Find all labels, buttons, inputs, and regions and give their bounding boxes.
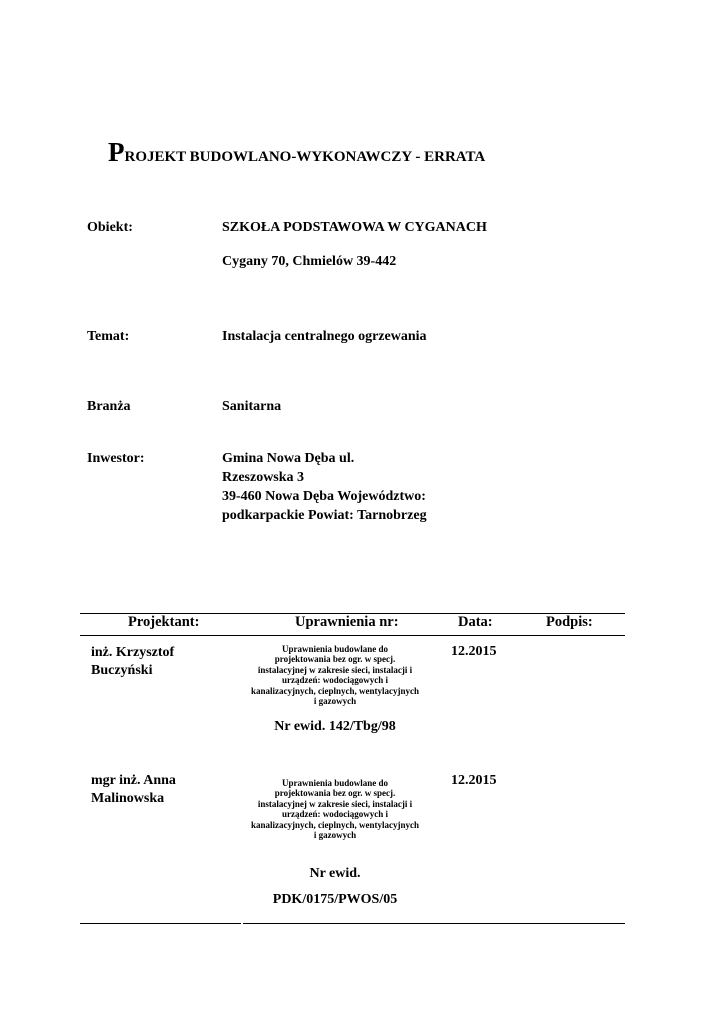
header-uprawnienia: Uprawnienia nr:: [295, 614, 399, 630]
inwestor-line-4: podkarpackie Powiat: Tarnobrzeg: [222, 508, 427, 523]
document-title: [108, 137, 485, 168]
perm-1-line-5: kanalizacyjnych, cieplnych, wentylacyjnych: [251, 685, 419, 696]
perm-1-line-1: Uprawnienia budowlane do: [281, 644, 389, 654]
title-initial: P: [108, 137, 125, 167]
table-row-2-name: [91, 772, 176, 808]
table-header-rule: [80, 635, 625, 636]
obiekt-address: Cygany 70, Chmielów 39-442: [222, 254, 397, 269]
designer-2-line-1: mgr inż. Anna: [91, 773, 176, 788]
designer-1-line-1: inż. Krzysztof: [91, 645, 175, 660]
temat-label: Temat:: [87, 329, 130, 344]
table-row-2-ewid: [240, 861, 430, 913]
perm-1-line-2: projektowania bez ogr. w specj.: [274, 654, 396, 665]
ewid-2-line-2: PDK/0175/PWOS/05: [272, 892, 398, 907]
table-row-1-ewid: [240, 714, 430, 740]
designer-2-line-2: Malinowska: [91, 791, 165, 806]
ewid-1-line-1: Nr ewid. 142/Tbg/98: [274, 719, 396, 734]
perm-2-line-2: projektowania bez ogr. w specj.: [274, 788, 396, 799]
perm-1-line-3: instalacyjnej w zakresie sieci, instalacji i: [257, 664, 413, 675]
inwestor-line-3: 39-460 Nowa Dęba Województwo:: [222, 489, 426, 504]
perm-2-line-5: kanalizacyjnych, cieplnych, wentylacyjnych: [251, 819, 419, 830]
designer-1-line-2: Buczyński: [91, 663, 153, 678]
perm-2-line-3: instalacyjnej w zakresie sieci, instalacji i: [257, 798, 413, 809]
table-row-1-permissions: [240, 644, 430, 706]
table-row-1-name: [91, 644, 174, 680]
perm-1-line-6: i gazowych: [313, 696, 357, 707]
branza-label: Branża: [87, 399, 131, 414]
table-bottom-rule-left: [80, 923, 241, 924]
header-podpis: Podpis:: [546, 614, 593, 630]
obiekt-label: Obiekt:: [87, 220, 133, 235]
branza-value: Sanitarna: [222, 399, 282, 414]
perm-2-line-6: i gazowych: [313, 830, 357, 841]
header-projektant: Projektant:: [128, 614, 200, 630]
table-row-2-permissions: [240, 778, 430, 840]
table-row-1-date: 12.2015: [451, 644, 497, 659]
perm-2-line-4: urządzeń: wodociągowych i: [282, 809, 388, 820]
inwestor-line-2: Rzeszowska 3: [222, 470, 305, 485]
table-bottom-rule-right: [243, 923, 625, 924]
temat-value: Instalacja centralnego ogrzewania: [222, 329, 427, 344]
inwestor-label: Inwestor:: [87, 451, 145, 466]
perm-2-line-1: Uprawnienia budowlane do: [281, 778, 389, 788]
inwestor-line-1: Gmina Nowa Dęba ul.: [222, 451, 355, 466]
header-data: Data:: [458, 614, 493, 630]
obiekt-name: SZKOŁA PODSTAWOWA W CYGANACH: [222, 220, 487, 235]
title-rest: ROJEKT BUDOWLANO-WYKONAWCZY - ERRATA: [124, 149, 486, 165]
perm-1-line-4: urządzeń: wodociągowych i: [282, 675, 388, 686]
ewid-2-line-1: Nr ewid.: [309, 866, 361, 881]
table-row-2-date: 12.2015: [451, 773, 497, 788]
